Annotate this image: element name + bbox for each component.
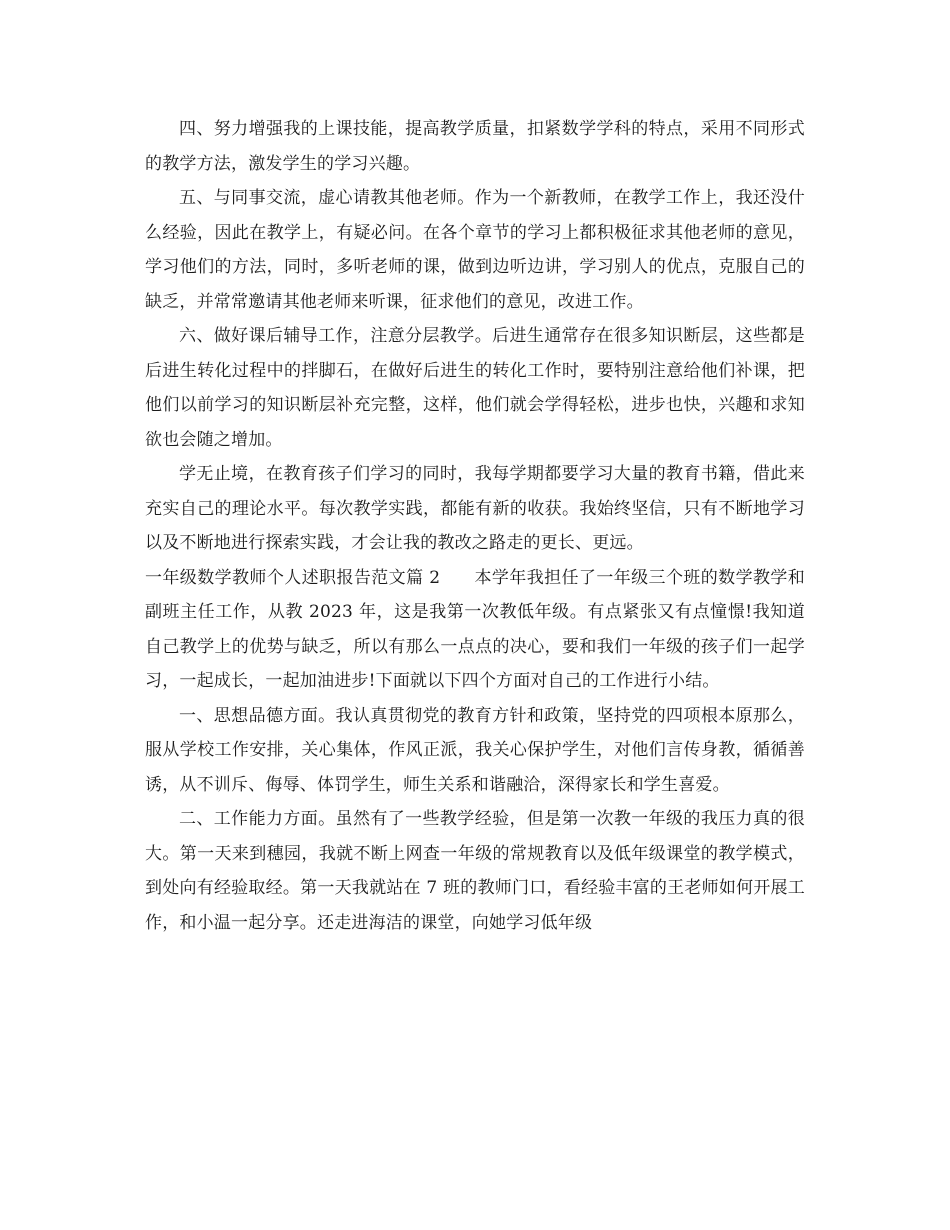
paragraph-thought: 一、思想品德方面。我认真贯彻党的教育方针和政策，坚持党的四项根本原那么，服从学校工作安排，关心集体，作风正派，我关心保护学生，对他们言传身教，循循善诱，从不训斥、侮辱、体罚学生，师生关系和谐融洽，深得家长和学生喜爱。 (145, 705, 805, 795)
paragraph-6: 六、做好课后辅导工作，注意分层教学。后进生通常存在很多知识断层，这些都是后进生转化过程中的拌脚石，在做好后进生的转化工作时，要特别注意给他们补课，把他们以前学习的知识断层补充完整，这样，他们就会学得轻松，进步也快，兴趣和求知欲也会随之增加。 (145, 326, 805, 450)
paragraph-5: 五、与同事交流，虚心请教其他老师。作为一个新教师，在教学工作上，我还没什么经验，因此在教学上，有疑必问。在各个章节的学习上都积极征求其他老师的意见，学习他们的方法，同时，多听老师的课，做到边听边讲，学习别人的优点，克服自己的缺乏，并常常邀请其他老师来听课，征求他们的意见，改进工作。 (145, 188, 805, 312)
section-title: 一年级数学教师个人述职报告范文篇 2 (145, 567, 441, 588)
paragraph-ability: 二、工作能力方面。虽然有了一些教学经验，但是第一次教一年级的我压力真的很大。第一天来到穗园，我就不断上网查一年级的常规教育以及低年级课堂的教学模式，到处向有经验取经。第一天我就站在 7 班的教师门口，看经验丰富的王老师如何开展工作，和小温一起分享。还走进海洁的课堂，向她学习低年级 (145, 809, 805, 933)
section-paragraph (145, 561, 805, 699)
section-intro: 本学年我担任了一年级三个班的数学教学和副班主任工作，从教 2023 年，这是我第一次教低年级。有点紧张又有点憧憬!我知道自己教学上的优势与缺乏，所以有那么一点点的决心，要和我们一年级的孩子们一起学习，一起成长，一起加油进步!下面就以下四个方面对自己的工作进行小结。 (145, 567, 805, 691)
paragraph-4: 四、努力增强我的上课技能，提高教学质量，扣紧数学学科的特点，采用不同形式的教学方法，激发学生的学习兴趣。 (145, 119, 805, 174)
document-body (145, 112, 805, 940)
paragraph-conclusion: 学无止境，在教育孩子们学习的同时，我每学期都要学习大量的教育书籍，借此来充实自己的理论水平。每次教学实践，都能有新的收获。我始终坚信，只有不断地学习以及不断地进行探索实践，才会让我的教改之路走的更长、更远。 (145, 464, 805, 553)
